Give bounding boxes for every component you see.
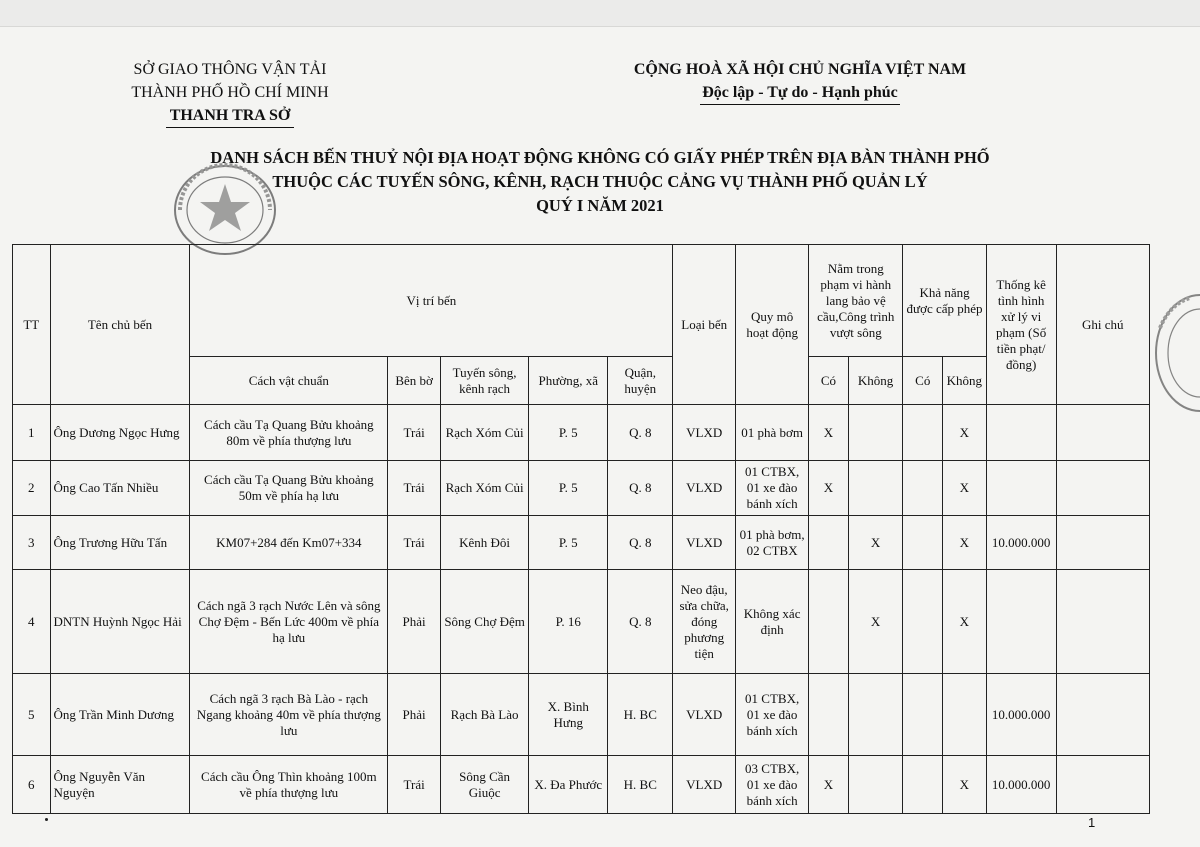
header-corridor-no: Không	[848, 357, 903, 405]
table-row	[13, 674, 1150, 756]
cell-distance: Cách cầu Tạ Quang Bửu khoảng 80m về phía thượng lưu	[190, 405, 388, 461]
cell-tt: 6	[13, 756, 51, 814]
cell-type: VLXD	[673, 674, 736, 756]
header-scale: Quy mô hoạt động	[736, 245, 809, 405]
cell-corridor-no	[848, 461, 903, 516]
cell-distance: KM07+284 đến Km07+334	[190, 516, 388, 570]
cell-type: VLXD	[673, 756, 736, 814]
cell-corridor-yes	[809, 570, 849, 674]
table-body	[13, 405, 1150, 814]
header-bank: Bên bờ	[388, 357, 441, 405]
cell-owner: Ông Nguyễn Văn Nguyện	[50, 756, 190, 814]
cell-route: Sông Cần Giuộc	[440, 756, 528, 814]
national-name: CỘNG HOÀ XÃ HỘI CHỦ NGHĨA VIỆT NAM	[633, 61, 967, 78]
cell-ward: P. 5	[529, 461, 608, 516]
header-ward: Phường, xã	[529, 357, 608, 405]
cell-owner: Ông Dương Ngọc Hưng	[50, 405, 190, 461]
national-header	[590, 58, 1010, 105]
national-motto: Độc lập - Tự do - Hạnh phúc	[700, 81, 900, 105]
cell-type: VLXD	[673, 461, 736, 516]
scan-top-edge	[0, 0, 1200, 27]
cell-type: Neo đậu, sửa chữa, đóng phương tiện	[673, 570, 736, 674]
cell-bank: Trái	[388, 756, 441, 814]
header-license-no: Không	[943, 357, 987, 405]
cell-note	[1056, 674, 1149, 756]
cell-scale: 01 CTBX, 01 xe đào bánh xích	[736, 674, 809, 756]
cell-tt: 4	[13, 570, 51, 674]
cell-license-no: X	[943, 756, 987, 814]
cell-license-yes	[903, 405, 943, 461]
cell-stats	[986, 570, 1056, 674]
cell-scale: 01 CTBX, 01 xe đào bánh xích	[736, 461, 809, 516]
cell-tt: 5	[13, 674, 51, 756]
cell-license-yes	[903, 461, 943, 516]
title-line-3: QUÝ I NĂM 2021	[536, 196, 664, 215]
cell-note	[1056, 756, 1149, 814]
cell-route: Rạch Xóm Củi	[440, 405, 528, 461]
cell-corridor-no	[848, 405, 903, 461]
cell-scale: Không xác định	[736, 570, 809, 674]
header-route: Tuyến sông, kênh rạch	[440, 357, 528, 405]
title-line-2: THUỘC CÁC TUYẾN SÔNG, KÊNH, RẠCH THUỘC CẢNG VỤ THÀNH PHỐ QUẢN LÝ	[272, 172, 928, 191]
cell-stats: 10.000.000	[986, 756, 1056, 814]
cell-corridor-yes	[809, 516, 849, 570]
table-row	[13, 756, 1150, 814]
cell-bank: Trái	[388, 405, 441, 461]
cell-ward: X. Đa Phước	[529, 756, 608, 814]
table-row	[13, 405, 1150, 461]
cell-district: Q. 8	[608, 516, 673, 570]
cell-stats	[986, 461, 1056, 516]
cell-tt: 1	[13, 405, 51, 461]
cell-stats: 10.000.000	[986, 516, 1056, 570]
cell-type: VLXD	[673, 516, 736, 570]
cell-scale: 03 CTBX, 01 xe đào bánh xích	[736, 756, 809, 814]
cell-license-yes	[903, 570, 943, 674]
cell-ward: P. 5	[529, 405, 608, 461]
cell-bank: Phải	[388, 674, 441, 756]
cell-owner: Ông Cao Tấn Nhiều	[50, 461, 190, 516]
cell-license-yes	[903, 516, 943, 570]
cell-note	[1056, 516, 1149, 570]
cell-scale: 01 phà bơm, 02 CTBX	[736, 516, 809, 570]
cell-owner: Ông Trương Hữu Tấn	[50, 516, 190, 570]
cell-stats	[986, 405, 1056, 461]
cell-ward: P. 16	[529, 570, 608, 674]
header-note: Ghi chú	[1056, 245, 1149, 405]
cell-license-yes	[903, 674, 943, 756]
cell-corridor-no	[848, 674, 903, 756]
header-type: Loại bến	[673, 245, 736, 405]
cell-license-no: X	[943, 405, 987, 461]
header-license: Khả năng được cấp phép	[903, 245, 986, 357]
margin-stamp	[1150, 288, 1200, 418]
cell-corridor-no	[848, 756, 903, 814]
cell-route: Sông Chợ Đệm	[440, 570, 528, 674]
agency-header	[100, 58, 360, 128]
title-line-1: DANH SÁCH BẾN THUỶ NỘI ĐỊA HOẠT ĐỘNG KHÔNG CÓ GIẤY PHÉP TRÊN ĐỊA BÀN THÀNH PHỐ	[210, 148, 990, 167]
cell-type: VLXD	[673, 405, 736, 461]
header-corridor: Nằm trong phạm vi hành lang bảo vệ cầu,Công trình vượt sông	[809, 245, 903, 357]
cell-route: Rạch Xóm Củi	[440, 461, 528, 516]
table-row	[13, 516, 1150, 570]
cell-district: H. BC	[608, 756, 673, 814]
cell-corridor-yes: X	[809, 461, 849, 516]
cell-owner: Ông Trần Minh Dương	[50, 674, 190, 756]
cell-note	[1056, 570, 1149, 674]
cell-ward: X. Bình Hưng	[529, 674, 608, 756]
header-tt: TT	[13, 245, 51, 405]
agency-department: THANH TRA SỞ	[166, 104, 295, 128]
cell-corridor-yes	[809, 674, 849, 756]
header-corridor-yes: Có	[809, 357, 849, 405]
cell-distance: Cách ngã 3 rạch Bà Lào - rạch Ngang khoảng 40m về phía thượng lưu	[190, 674, 388, 756]
cell-license-no: X	[943, 516, 987, 570]
cell-distance: Cách ngã 3 rạch Nước Lên và sông Chợ Đệm - Bến Lức 400m về phía hạ lưu	[190, 570, 388, 674]
cell-bank: Trái	[388, 516, 441, 570]
cell-distance: Cách cầu Tạ Quang Bửu khoảng 50m về phía hạ lưu	[190, 461, 388, 516]
agency-line-2: THÀNH PHỐ HỒ CHÍ MINH	[131, 84, 329, 101]
cell-route: Rạch Bà Lào	[440, 674, 528, 756]
cell-corridor-no: X	[848, 570, 903, 674]
cell-tt: 3	[13, 516, 51, 570]
header-district: Quận, huyện	[608, 357, 673, 405]
cell-corridor-no: X	[848, 516, 903, 570]
cell-scale: 01 phà bơm	[736, 405, 809, 461]
cell-district: Q. 8	[608, 461, 673, 516]
cell-tt: 2	[13, 461, 51, 516]
cell-route: Kênh Đôi	[440, 516, 528, 570]
header-owner: Tên chủ bến	[50, 245, 190, 405]
page-number: 1	[1088, 815, 1096, 830]
table-row	[13, 461, 1150, 516]
table-row	[13, 570, 1150, 674]
header-location: Vị trí bến	[190, 245, 673, 357]
cell-corridor-yes: X	[809, 756, 849, 814]
cell-license-no: X	[943, 570, 987, 674]
cell-bank: Trái	[388, 461, 441, 516]
agency-line-1: SỞ GIAO THÔNG VẬN TẢI	[133, 61, 327, 78]
cell-ward: P. 5	[529, 516, 608, 570]
header-license-yes: Có	[903, 357, 943, 405]
cell-district: H. BC	[608, 674, 673, 756]
cell-district: Q. 8	[608, 570, 673, 674]
header-distance: Cách vật chuẩn	[190, 357, 388, 405]
cell-corridor-yes: X	[809, 405, 849, 461]
cell-district: Q. 8	[608, 405, 673, 461]
cell-distance: Cách cầu Ông Thìn khoảng 100m về phía thượng lưu	[190, 756, 388, 814]
cell-license-no	[943, 674, 987, 756]
cell-license-no: X	[943, 461, 987, 516]
cell-stats: 10.000.000	[986, 674, 1056, 756]
header-stats: Thống kê tình hình xử lý vi phạm (Số tiền phạt/đồng)	[986, 245, 1056, 405]
cell-owner: DNTN Huỳnh Ngọc Hải	[50, 570, 190, 674]
cell-note	[1056, 461, 1149, 516]
cell-license-yes	[903, 756, 943, 814]
cell-bank: Phải	[388, 570, 441, 674]
unlicensed-wharf-table	[12, 244, 1150, 814]
cell-note	[1056, 405, 1149, 461]
scan-mark	[45, 818, 48, 821]
